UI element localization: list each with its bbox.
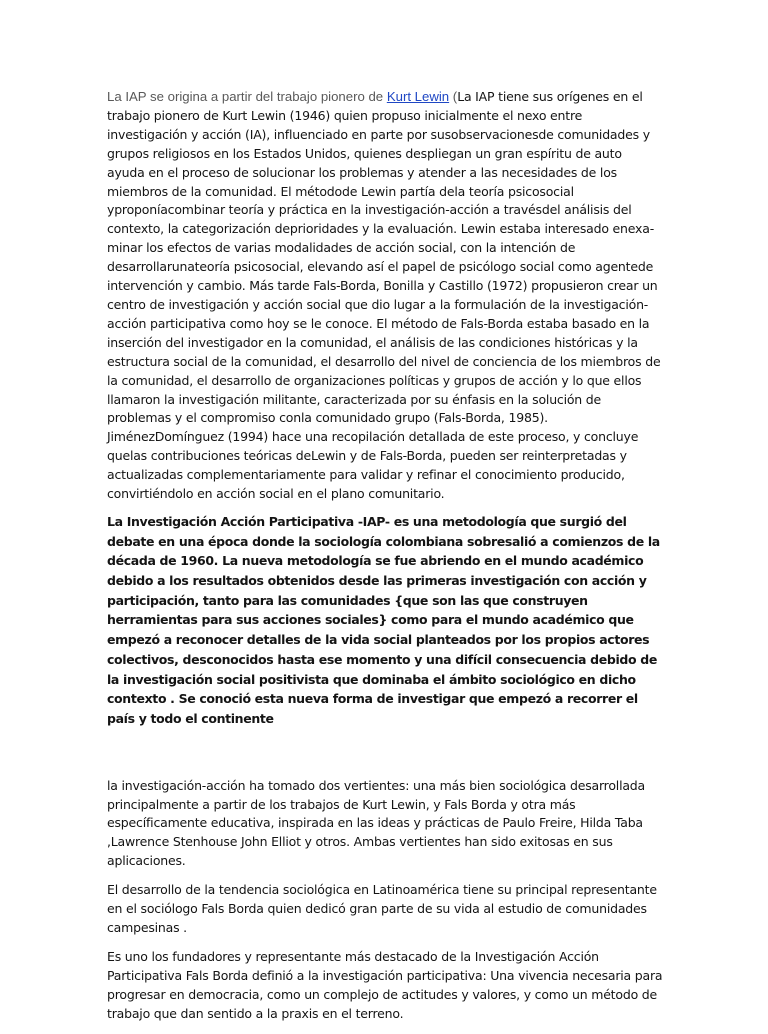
tendencia-paragraph: El desarrollo de la tendencia sociológica en Latinoamérica tiene su principal representante en el sociólogo Fals Borda quien dedicó gran parte de su vida al estudio de comunidades campesinas . xyxy=(107,882,657,936)
intro-body-text: La IAP tiene sus orígenes en el trabajo pionero de Kurt Lewin (1946) quien propuso inicialmente el nexo entre investigación y acción (IA), influenciado en parte por susobservacionesde comunidades y grupos religiosos en los Estados Unidos, quienes despliegan un gran espíritu de auto ayuda en el proceso de solucionar los problemas y atender a las necesidades de los miembros de la comunidad. El métodode Lewin partía dela teoría psicosocial yproponíacombinar teoría y práctica en la investigación-acción a travésdel análisis del contexto, la categorización deprioridades y la evaluación. Lewin estaba interesado enexa- minar los efectos de varias modalidades de acción social, con la intención de desarrollarunateoría psicosocial, elevando así el papel de psicólogo social como agentede intervención y cambio. Más tarde Fals-Borda, Bonilla y Castillo (1972) propusieron crear un centro de investigación y acción social que dio lugar a la formulación de la investigación-acción participativa como hoy se le conoce. El método de Fals-Borda estaba basado en la inserción del investigador en la comunidad, el análisis de las condiciones históricas y la estructura social de la comunidad, el desarrollo del nivel de conciencia de los miembros de la comunidad, el desarrollo de organizaciones políticas y grupos de acción y lo que ellos llamaron la investigación militante, caracterizada por su énfasis en la solución de problemas y el compromiso conla comunidado grupo (Fals-Borda, 1985). JiménezDomínguez (1994) hace una recopilación detallada de este proceso, y concluye quelas contribuciones teóricas deLewin y de Fals-Borda, pueden ser reinterpretadas y actualizadas complementariamente para validar y refinar el conocimiento producido, convirtiéndolo en acción social en el plano comunitario. xyxy=(107,89,661,502)
document-page xyxy=(107,88,663,1034)
intro-open-paren: ( xyxy=(449,89,458,104)
paragraph-spacer xyxy=(107,739,663,777)
intro-paragraph xyxy=(107,88,663,504)
fals-borda-paragraph: Es uno los fundadores y representante más destacado de la Investigación Acción Participativa Fals Borda definió a la investigación participativa: Una vivencia necesaria para progresar en democracia, como un complejo de actitudes y valores, y como un método de trabajo que dan sentido a la praxis en el terreno. xyxy=(107,948,663,1021)
kurt-lewin-link[interactable]: Kurt Lewin xyxy=(386,89,450,104)
intro-lead-text: La IAP se origina a partir del trabajo pionero de xyxy=(107,89,387,104)
iap-definition-paragraph: La Investigación Acción Participativa -IAP- es una metodología que surgió del debate en una época donde la sociología colombiana sobresalió a comienzos de la década de 1960. La nueva metodología se fue abriendo en el mundo académico debido a los resultados obtenidos desde las primeras investigación con acción y participación, tanto para las comunidades {que son las que construyen herramientas para sus acciones sociales} como para el mundo académico que empezó a reconocer detalles de la vida social planteados por los propios actores colectivos, desconocidos hasta ese momento y una difícil consecuencia debido de la investigación social positivista que dominaba el ámbito sociológico en dicho contexto . Se conoció esta nueva forma de investigar que empezó a recorrer el país y todo el continente xyxy=(107,513,660,726)
vertientes-paragraph: la investigación-acción ha tomado dos vertientes: una más bien sociológica desarrollada principalmente a partir de los trabajos de Kurt Lewin, y Fals Borda y otra más específicamente educativa, inspirada en las ideas y prácticas de Paulo Freire, Hilda Taba ,Lawrence Stenhouse John Elliot y otros. Ambas vertientes han sido exitosas en sus aplicaciones. xyxy=(107,777,645,869)
